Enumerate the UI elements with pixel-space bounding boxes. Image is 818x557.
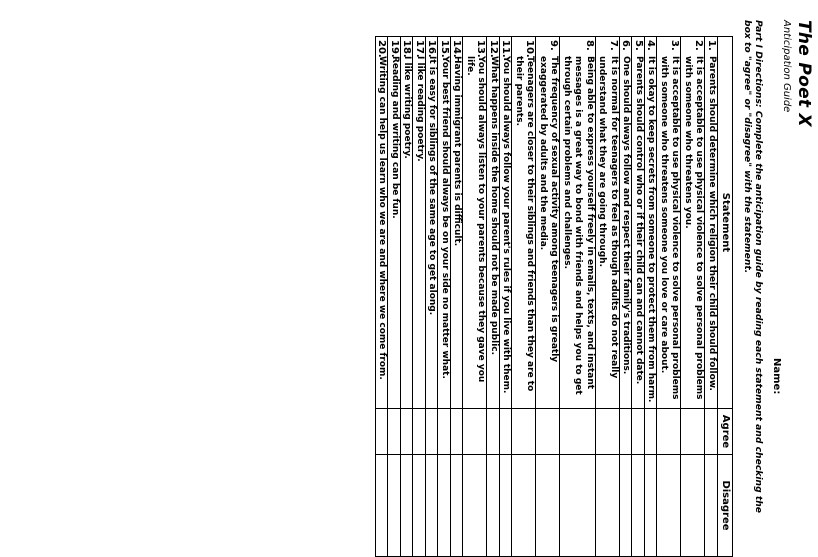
table-row xyxy=(413,37,426,557)
document-subtitle: Anticipation Guide xyxy=(781,20,792,113)
statement-cell xyxy=(657,37,681,409)
statement-cell xyxy=(376,37,389,409)
statement-cell xyxy=(500,37,513,409)
statement-text: Teenagers are closer to their siblings and friends than they are to their parents. xyxy=(514,56,536,392)
disagree-checkbox-cell[interactable] xyxy=(401,455,414,557)
agree-checkbox-cell[interactable] xyxy=(426,409,439,455)
table-row xyxy=(560,37,596,557)
disagree-checkbox-cell[interactable] xyxy=(620,455,633,557)
statement-cell xyxy=(463,37,487,409)
header-statement: Statement xyxy=(718,37,733,409)
statement-number: 9. xyxy=(548,40,560,51)
header-disagree: Disagree xyxy=(718,455,733,557)
statement-number: 19. xyxy=(389,40,400,58)
disagree-checkbox-cell[interactable] xyxy=(451,455,464,557)
disagree-checkbox-cell[interactable] xyxy=(681,455,705,557)
disagree-checkbox-cell[interactable] xyxy=(596,455,620,557)
statement-text: I like writing poetry. xyxy=(402,56,413,159)
statement-text: One should always follow and respect their family's traditions. xyxy=(621,56,632,375)
table-row xyxy=(463,37,487,557)
agree-checkbox-cell[interactable] xyxy=(438,409,451,455)
statement-cell xyxy=(620,37,633,409)
disagree-checkbox-cell[interactable] xyxy=(500,455,513,557)
statement-cell xyxy=(426,37,439,409)
statement-number: 3. xyxy=(669,40,681,51)
statement-text: It is normal for teenagers to feel as though adults do not really understand what they are going through. xyxy=(597,56,619,379)
statement-text: I like reading poetry. xyxy=(415,56,425,162)
agree-checkbox-cell[interactable] xyxy=(596,409,620,455)
statement-number: 16. xyxy=(426,40,438,58)
disagree-checkbox-cell[interactable] xyxy=(426,455,439,557)
anticipation-table xyxy=(375,36,733,557)
statement-text: The frequency of sexual activity among teenagers is greatly exaggerated by adults and the media. xyxy=(538,56,560,363)
agree-checkbox-cell[interactable] xyxy=(487,409,500,455)
agree-checkbox-cell[interactable] xyxy=(705,409,718,455)
statement-number: 18. xyxy=(401,40,413,58)
statement-number: 14. xyxy=(451,40,463,58)
disagree-checkbox-cell[interactable] xyxy=(413,455,426,557)
statement-text: You should always listen to your parents because they gave you life. xyxy=(465,56,487,383)
statement-cell xyxy=(487,37,500,409)
disagree-checkbox-cell[interactable] xyxy=(645,455,658,557)
disagree-checkbox-cell[interactable] xyxy=(388,455,401,557)
statement-text: Parents should control who or if their child can and cannot date. xyxy=(634,56,644,385)
agree-checkbox-cell[interactable] xyxy=(645,409,658,455)
statement-number: 6. xyxy=(620,40,632,51)
disagree-checkbox-cell[interactable] xyxy=(463,455,487,557)
statement-text: Having immigrant parents is difficult. xyxy=(452,56,463,247)
table-row xyxy=(512,37,536,557)
statement-cell xyxy=(438,37,451,409)
statement-text: It is acceptable to use physical violence to solve personal problems with someone who threatens someone you love or care about. xyxy=(659,56,681,400)
document-title: The Poet X xyxy=(794,20,814,127)
disagree-checkbox-cell[interactable] xyxy=(512,455,536,557)
statement-number: 20. xyxy=(376,40,388,58)
table-row xyxy=(596,37,620,557)
agree-checkbox-cell[interactable] xyxy=(388,409,401,455)
agree-checkbox-cell[interactable] xyxy=(560,409,596,455)
table-header-row xyxy=(718,37,733,557)
statement-number: 15. xyxy=(439,40,450,58)
statement-cell xyxy=(645,37,658,409)
statement-text: Your best friend should always be on your side no matter what. xyxy=(440,56,450,379)
statement-text: You should always follow your parent's rules if you live with them. xyxy=(501,56,512,394)
table-row xyxy=(705,37,718,557)
statement-cell xyxy=(512,37,536,409)
disagree-checkbox-cell[interactable] xyxy=(657,455,681,557)
statement-text: It is okay to keep secrets from someone to protect them from harm. xyxy=(646,56,657,403)
agree-checkbox-cell[interactable] xyxy=(657,409,681,455)
table-row xyxy=(451,37,464,557)
statement-text: Being able to express yourself freely in emails, texts, and instant messages is a great way to bond with friends and helps you to get through certain problems and challenges. xyxy=(562,56,595,395)
table-row xyxy=(487,37,500,557)
statement-number: 2. xyxy=(693,40,705,51)
statement-number: 10. xyxy=(524,40,536,58)
statement-text: It is easy for siblings of the same age to get along. xyxy=(427,56,438,316)
statement-number: 17. xyxy=(414,40,425,58)
agree-checkbox-cell[interactable] xyxy=(413,409,426,455)
agree-checkbox-cell[interactable] xyxy=(632,409,645,455)
table-row xyxy=(681,37,705,557)
agree-checkbox-cell[interactable] xyxy=(536,409,560,455)
agree-checkbox-cell[interactable] xyxy=(376,409,389,455)
statement-cell xyxy=(560,37,596,409)
agree-checkbox-cell[interactable] xyxy=(500,409,513,455)
table-row xyxy=(500,37,513,557)
statement-cell xyxy=(401,37,414,409)
statement-cell xyxy=(705,37,718,409)
directions-text: Part I Directions: Complete the anticipation guide by reading each statement and checking the box to "agree" or "disagree" with the statement. xyxy=(742,20,764,514)
statement-cell xyxy=(413,37,426,409)
table-row xyxy=(620,37,633,557)
statement-number: 11. xyxy=(500,40,512,58)
statement-cell xyxy=(632,37,645,409)
agree-checkbox-cell[interactable] xyxy=(451,409,464,455)
disagree-checkbox-cell[interactable] xyxy=(560,455,596,557)
disagree-checkbox-cell[interactable] xyxy=(376,455,389,557)
statement-cell xyxy=(681,37,705,409)
agree-checkbox-cell[interactable] xyxy=(401,409,414,455)
statement-cell xyxy=(388,37,401,409)
table-row xyxy=(536,37,560,557)
statement-cell xyxy=(536,37,560,409)
disagree-checkbox-cell[interactable] xyxy=(438,455,451,557)
agree-checkbox-cell[interactable] xyxy=(512,409,536,455)
statement-text: What happens inside the home should not be made public. xyxy=(489,56,499,356)
agree-checkbox-cell[interactable] xyxy=(463,409,487,455)
table-row xyxy=(657,37,681,557)
table-row xyxy=(426,37,439,557)
statement-cell xyxy=(596,37,620,409)
header-agree: Agree xyxy=(718,409,733,455)
statement-text: Writing can help us learn who we are and where we come from. xyxy=(377,56,388,380)
statement-number: 4. xyxy=(645,40,657,51)
statement-number: 5. xyxy=(633,40,644,51)
statement-text: Parents should determine which religion their child should follow. xyxy=(707,56,717,391)
disagree-checkbox-cell[interactable] xyxy=(487,455,500,557)
agree-checkbox-cell[interactable] xyxy=(681,409,705,455)
disagree-checkbox-cell[interactable] xyxy=(536,455,560,557)
statement-text: It is acceptable to use physical violence to solve personal problems with someone who threatens you. xyxy=(683,56,705,400)
disagree-checkbox-cell[interactable] xyxy=(632,455,645,557)
statement-text: Reading and writing can be fun. xyxy=(390,56,400,219)
table-row xyxy=(632,37,645,557)
agree-checkbox-cell[interactable] xyxy=(620,409,633,455)
statement-number: 1. xyxy=(706,40,717,51)
table-row xyxy=(388,37,401,557)
name-label: Name: xyxy=(771,358,782,395)
statement-number: 12. xyxy=(488,40,499,58)
table-row xyxy=(645,37,658,557)
statement-number: 13. xyxy=(475,40,487,58)
table-row xyxy=(438,37,451,557)
disagree-checkbox-cell[interactable] xyxy=(705,455,718,557)
table-row xyxy=(401,37,414,557)
statement-number: 8. xyxy=(584,40,595,51)
statement-number: 7. xyxy=(608,40,619,51)
table-row xyxy=(376,37,389,557)
statement-cell xyxy=(451,37,464,409)
